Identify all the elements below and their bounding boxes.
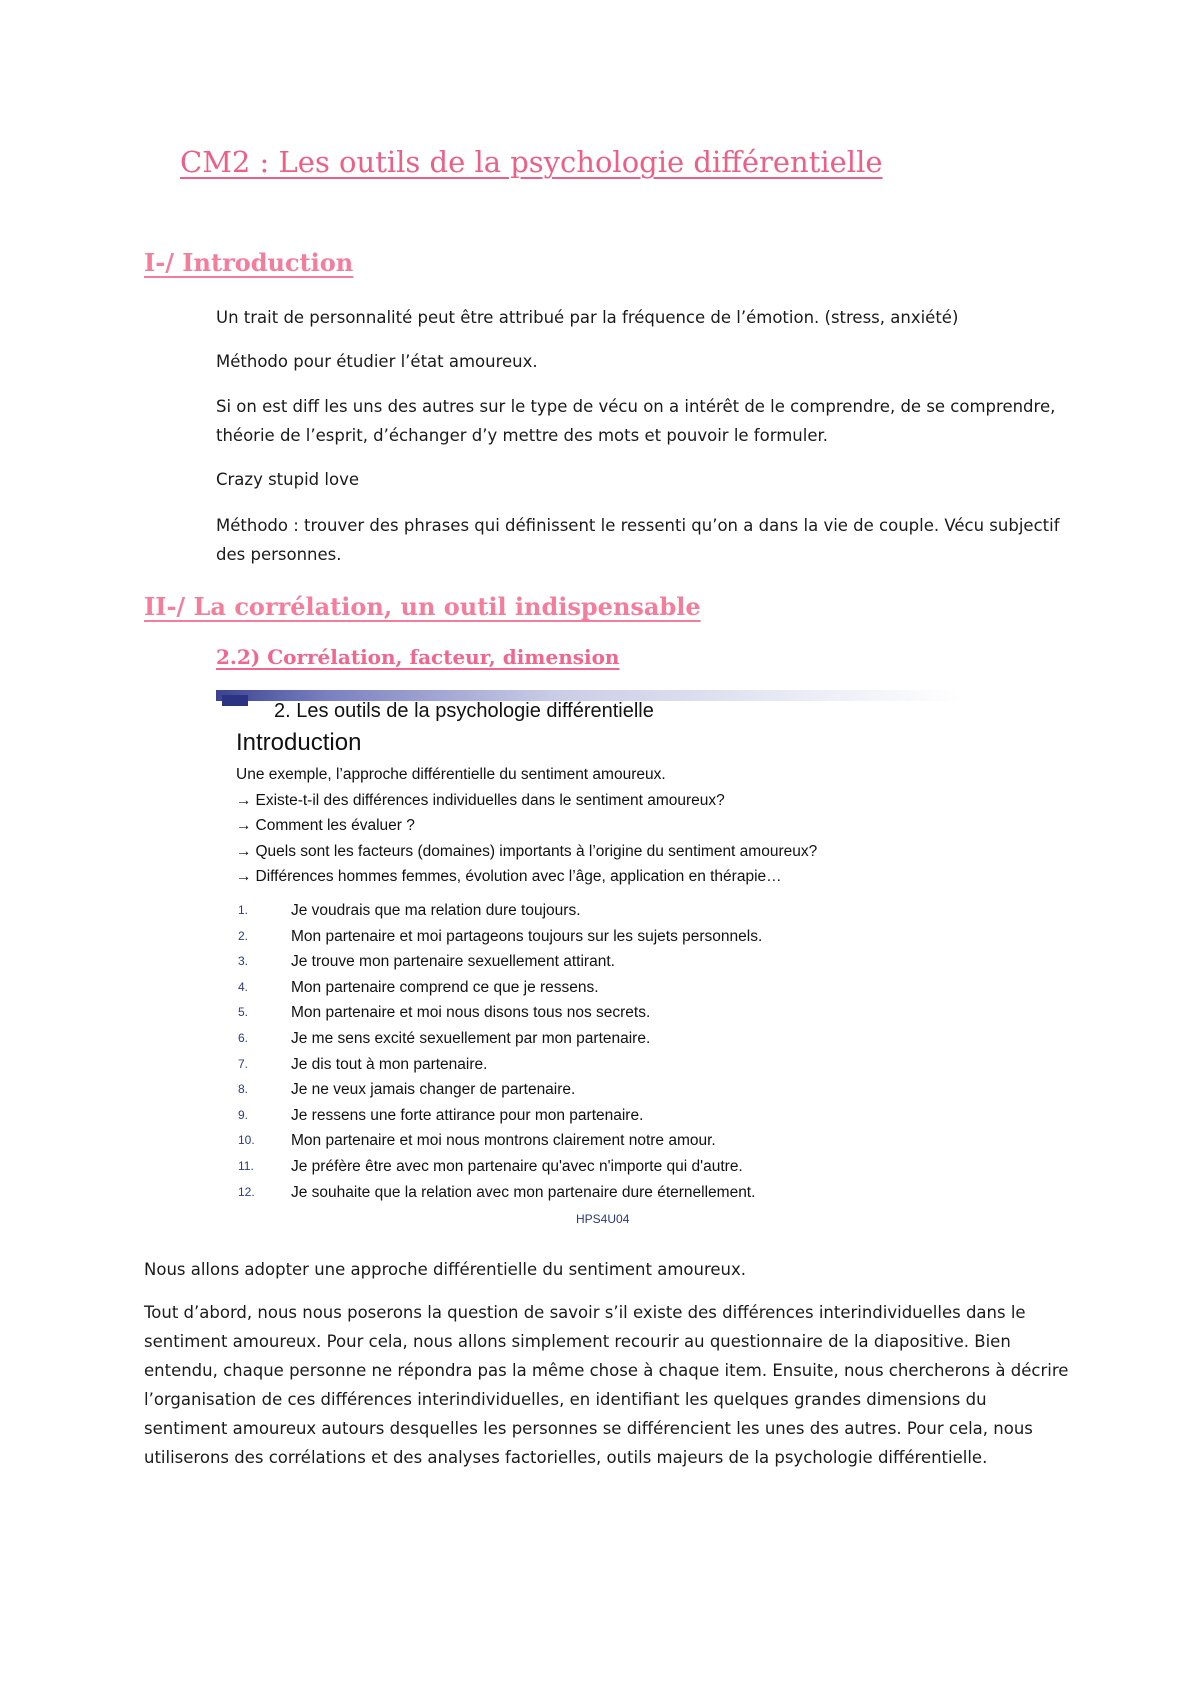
body-paragraph-2: Tout d’abord, nous nous poserons la question de savoir s’il existe des différences interindividuelles dans le sentiment amoureux. Pour cela, nous allons simplement recourir au questionnaire de la diapositive. Bien entendu, chaque personne ne répondra pas la même chose à chaque item. Ensuite, nous chercherons à décrire l’organisation de ces différences interindividuelles, en identifiant les quelques grandes dimensions du sentiment amoureux autours desquelles les personnes se différencient les unes des autres. Pour cela, nous utiliserons des corrélations et des analyses factorielles, outils majeurs de la psychologie différentielle.	[144, 1303, 1069, 1467]
list-item: 11. Je préfère être avec mon partenaire qu'avec n'importe qui d'autre.	[238, 1157, 743, 1175]
slide-intro-lines	[236, 762, 817, 890]
intro-paragraph-4: Crazy stupid love	[216, 470, 359, 489]
list-item: 4. Mon partenaire comprend ce que je ressens.	[238, 978, 599, 996]
intro-paragraph-1: Un trait de personnalité peut être attribué par la fréquence de l’émotion. (stress, anxiété)	[216, 308, 959, 327]
slide-line: → Comment les évaluer ?	[236, 817, 415, 834]
section-heading-correlation: II-/ La corrélation, un outil indispensable	[144, 592, 701, 621]
list-item: 8. Je ne veux jamais changer de partenaire.	[238, 1081, 576, 1099]
intro-paragraph-2: Méthodo pour étudier l’état amoureux.	[216, 352, 538, 371]
slide-heading: 2. Les outils de la psychologie différentielle	[274, 700, 654, 722]
list-item: 10. Mon partenaire et moi nous montrons clairement notre amour.	[238, 1132, 716, 1150]
list-item: 12. Je souhaite que la relation avec mon partenaire dure éternellement.	[238, 1183, 756, 1201]
subsection-heading: 2.2) Corrélation, facteur, dimension	[216, 645, 620, 669]
slide-line: → Différences hommes femmes, évolution avec l’âge, application en thérapie…	[236, 868, 782, 885]
slide-intro-title: Introduction	[236, 729, 362, 756]
section-heading-introduction: I-/ Introduction	[144, 248, 354, 277]
list-item: 1. Je voudrais que ma relation dure toujours.	[238, 902, 581, 919]
slide-footer: HPS4U04	[576, 1212, 630, 1226]
arrow-right-icon: →	[236, 868, 252, 885]
slide-bar-marker	[222, 695, 248, 706]
slide-line: → Existe-t-il des différences individuelles dans le sentiment amoureux?	[236, 791, 725, 809]
list-item: 2. Mon partenaire et moi partageons toujours sur les sujets personnels.	[238, 927, 763, 945]
list-item: 3. Je trouve mon partenaire sexuellement attirant.	[238, 953, 615, 971]
list-item: 6. Je me sens excité sexuellement par mon partenaire.	[238, 1029, 651, 1047]
slide-line: Une exemple, l’approche différentielle du sentiment amoureux.	[236, 766, 666, 783]
slide-line: → Quels sont les facteurs (domaines) importants à l’origine du sentiment amoureux?	[236, 842, 818, 860]
list-item: 9. Je ressens une forte attirance pour mon partenaire.	[238, 1106, 644, 1124]
slide-image	[216, 690, 961, 1235]
arrow-right-icon: →	[236, 817, 252, 834]
arrow-right-icon: →	[236, 791, 252, 809]
questionnaire-items	[236, 898, 762, 1205]
list-item: 7. Je dis tout à mon partenaire.	[238, 1055, 488, 1073]
list-item: 5. Mon partenaire et moi nous disons tous nos secrets.	[238, 1004, 651, 1022]
intro-paragraph-3: Si on est diff les uns des autres sur le type de vécu on a intérêt de le comprendre, de se comprendre, théorie de l’esprit, d’échanger d’y mettre des mots et pouvoir le formuler.	[216, 397, 1056, 445]
intro-paragraph-5: Méthodo : trouver des phrases qui définissent le ressenti qu’on a dans la vie de couple. Vécu subjectif des personnes.	[216, 516, 1060, 564]
page-title: CM2 : Les outils de la psychologie différentielle	[180, 145, 883, 179]
arrow-right-icon: →	[236, 842, 252, 860]
body-paragraph-1: Nous allons adopter une approche différentielle du sentiment amoureux.	[144, 1260, 747, 1279]
